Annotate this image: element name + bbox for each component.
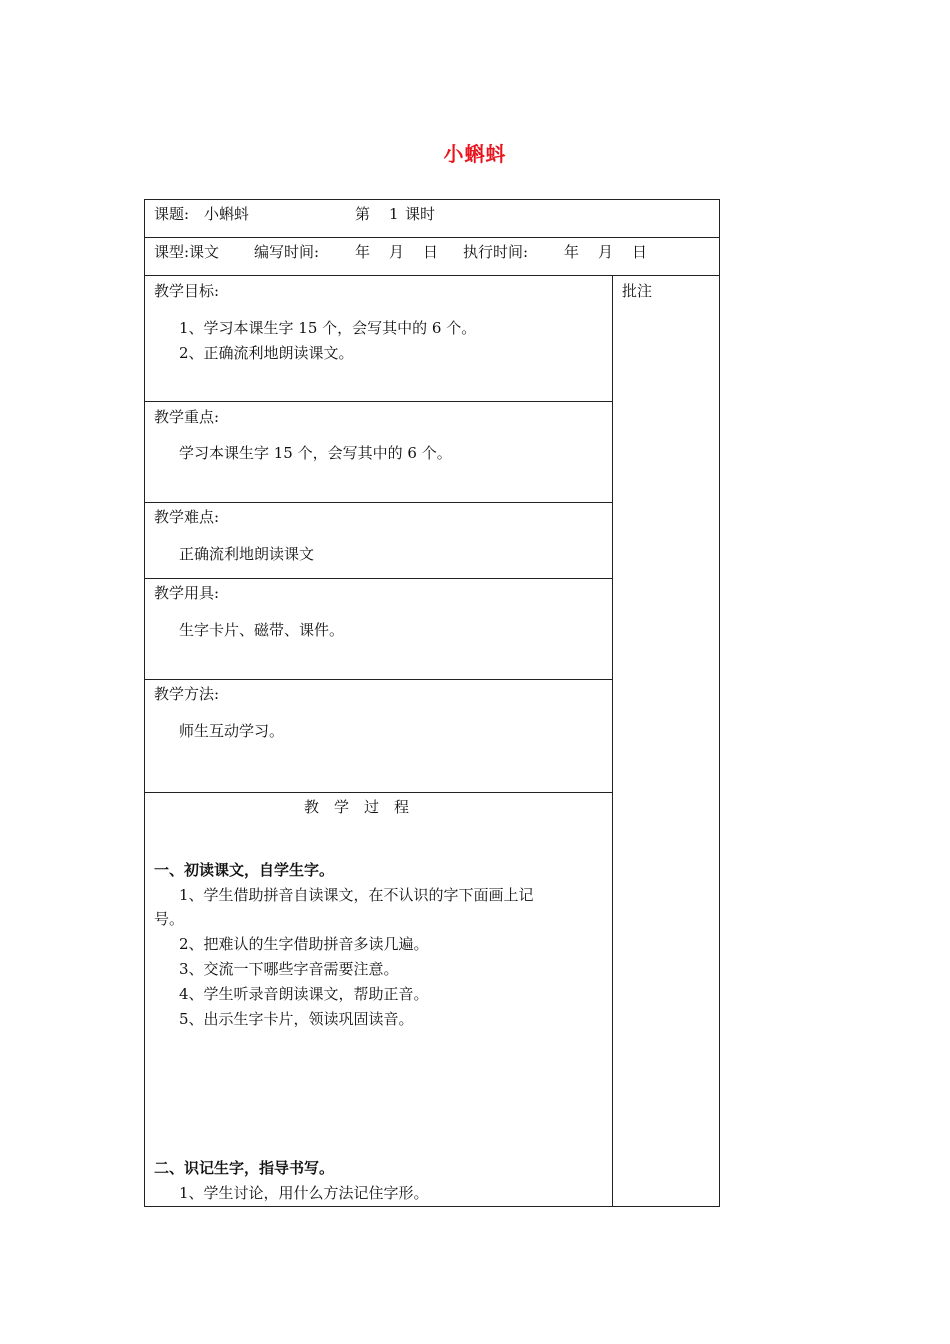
document-title: 小蝌蚪 (443, 142, 507, 166)
notes-label: 批注 (622, 282, 653, 300)
process-item: 4、学生听录音朗读课文，帮助正音。 (179, 985, 429, 1003)
process-item: 号。 (154, 910, 185, 928)
tools-text: 生字卡片、磁带、课件。 (179, 621, 345, 639)
write-time-label: 编写时间: (254, 243, 320, 261)
row-divider (144, 502, 612, 503)
tools-heading: 教学用具: (154, 584, 220, 602)
process-item: 2、把难认的生字借助拼音多读几遍。 (179, 935, 429, 953)
lesson-suffix: 课时 (405, 205, 436, 223)
difficulties-text: 正确流利地朗读课文 (179, 545, 315, 563)
row-divider (144, 578, 612, 579)
exec-time-label: 执行时间: (463, 243, 529, 261)
process-heading: 教 学 过 程 (304, 798, 410, 816)
exec-day: 日 (632, 243, 648, 261)
row-divider (144, 275, 720, 276)
notes-column-divider (612, 275, 613, 1207)
objective-item: 2、正确流利地朗读课文。 (179, 344, 354, 362)
process-item: 5、出示生字卡片，领读巩固读音。 (179, 1010, 414, 1028)
process-item: 3、交流一下哪些字音需要注意。 (179, 960, 399, 978)
process-section-title: 一、初读课文，自学生字。 (154, 861, 335, 879)
key-points-text: 学习本课生字 15 个，会写其中的 6 个。 (179, 444, 452, 462)
methods-heading: 教学方法: (154, 685, 220, 703)
write-year: 年 (355, 243, 371, 261)
topic-label: 课题: (154, 205, 190, 223)
topic-value: 小蝌蚪 (204, 205, 250, 223)
objectives-heading: 教学目标: (154, 282, 220, 300)
row-divider (144, 792, 612, 793)
row-divider (144, 401, 612, 402)
lesson-prefix: 第 (355, 205, 371, 223)
difficulties-heading: 教学难点: (154, 508, 220, 526)
exec-month: 月 (598, 243, 614, 261)
objective-item: 1、学习本课生字 15 个，会写其中的 6 个。 (179, 319, 477, 337)
write-month: 月 (389, 243, 405, 261)
type-label: 课型:课文 (154, 243, 220, 261)
key-points-heading: 教学重点: (154, 408, 220, 426)
row-divider (144, 237, 720, 238)
process-item: 1、学生借助拼音自读课文，在不认识的字下面画上记 (179, 886, 534, 904)
methods-text: 师生互动学习。 (179, 722, 285, 740)
write-day: 日 (423, 243, 439, 261)
lesson-number: 1 (389, 205, 399, 223)
exec-year: 年 (564, 243, 580, 261)
process-item: 1、学生讨论，用什么方法记住字形。 (179, 1184, 429, 1202)
row-divider (144, 679, 612, 680)
process-section-title: 二、识记生字，指导书写。 (154, 1159, 335, 1177)
